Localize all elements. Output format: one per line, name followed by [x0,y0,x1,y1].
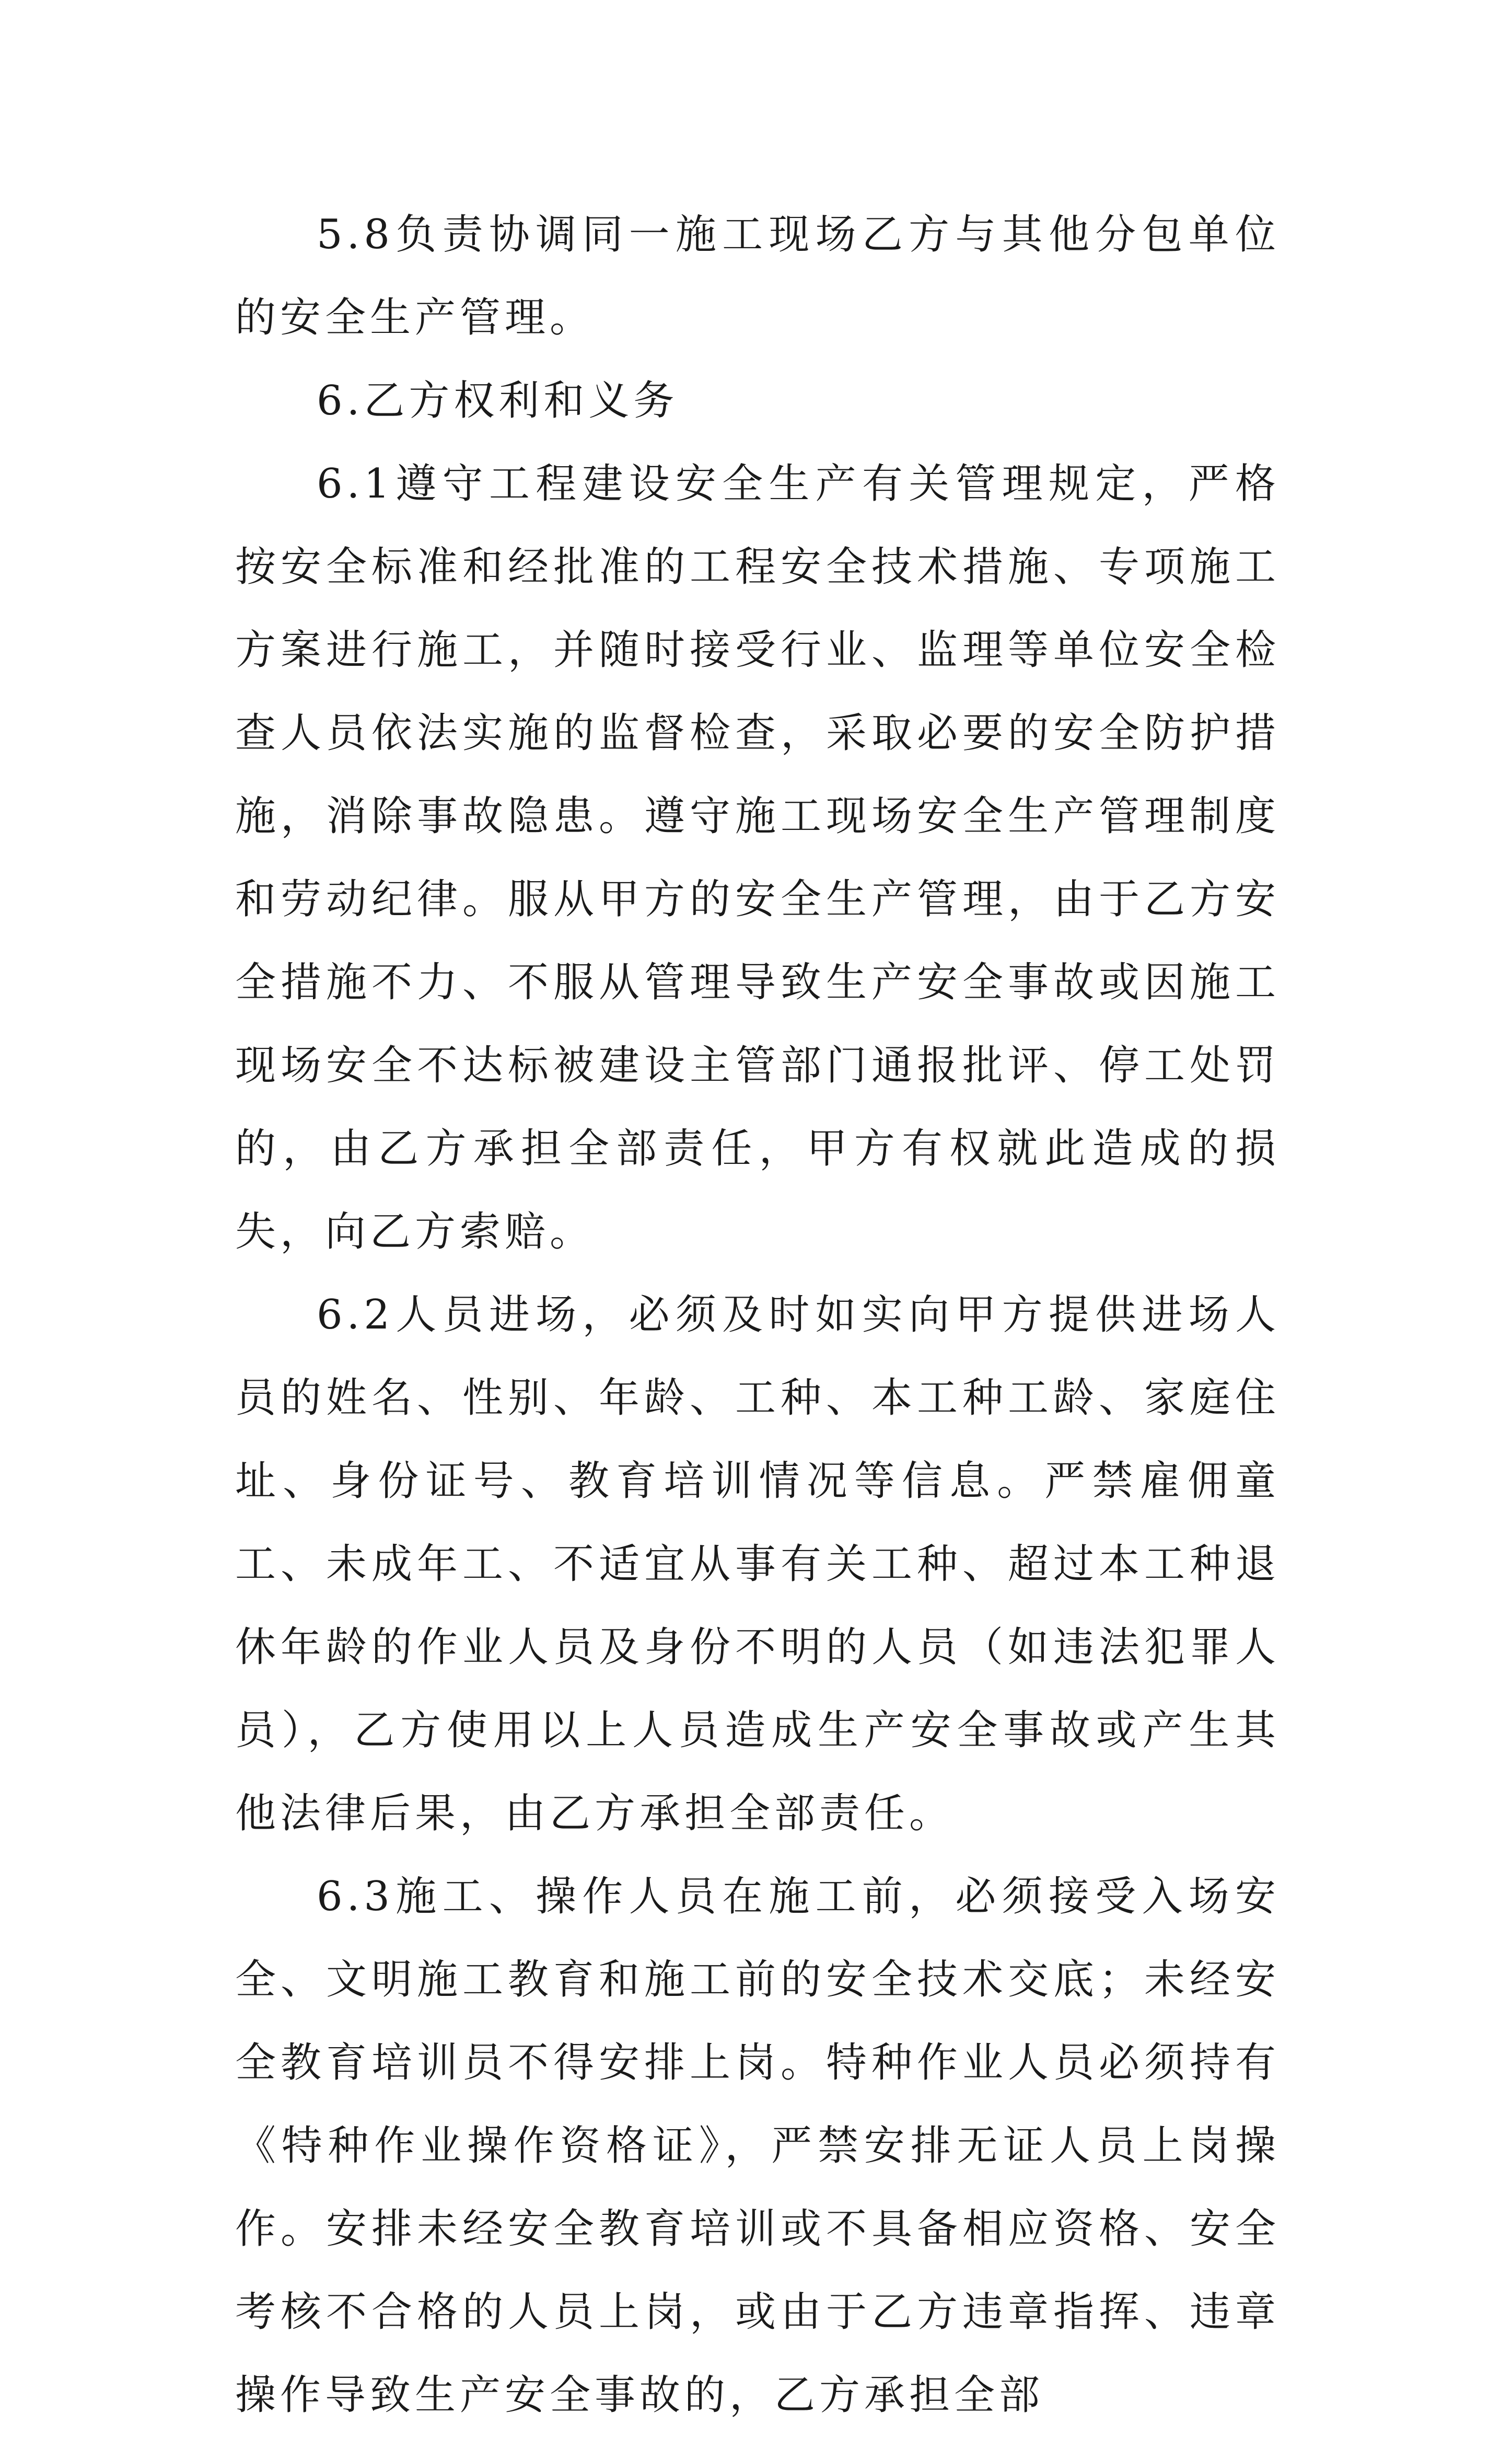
paragraph-6-3: 6.3施工、操作人员在施工前，必须接受入场安全、文明施工教育和施工前的安全技术交底；未经安全教育培训员不得安排上岗。特种作业人员必须持有《特种作业操作资格证》，严禁安排无证人员上岗操作。安排未经安全教育培训或不具备相应资格、安全考核不合格的人员上岗，或由于乙方违章指挥、违章操作导致生产安全事故的，乙方承担全部 [235,1873,1280,2419]
document-body [235,193,1280,2437]
paragraph-5-8: 5.8负责协调同一施工现场乙方与其他分包单位的安全生产管理。 [235,211,1280,341]
paragraph-6-2: 6.2人员进场，必须及时如实向甲方提供进场人员的姓名、性别、年龄、工种、本工种工龄、家庭住址、身份证号、教育培训情况等信息。严禁雇佣童工、未成年工、不适宜从事有关工种、超过本工种退休年龄的作业人员及身份不明的人员（如违法犯罪人员），乙方使用以上人员造成生产安全事故或产生其他法律后果，由乙方承担全部责任。 [235,1291,1280,1837]
paragraph-6-1: 6.1遵守工程建设安全生产有关管理规定，严格按安全标准和经批准的工程安全技术措施、专项施工方案进行施工，并随时接受行业、监理等单位安全检查人员依法实施的监督检查，采取必要的安全防护措施，消除事故隐患。遵守施工现场安全生产管理制度和劳动纪律。服从甲方的安全生产管理，由于乙方安全措施不力、不服从管理导致生产安全事故或因施工现场安全不达标被建设主管部门通报批评、停工处罚的，由乙方承担全部责任，甲方有权就此造成的损失，向乙方索赔。 [235,460,1280,1255]
section-heading-6: 6.乙方权利和义务 [317,377,679,424]
